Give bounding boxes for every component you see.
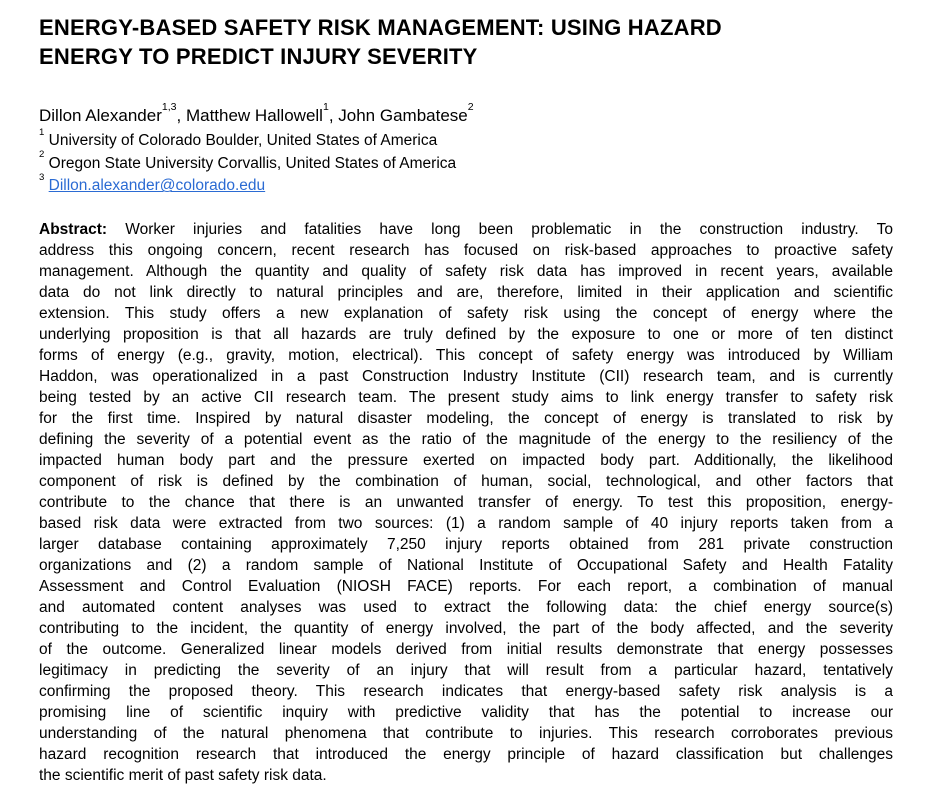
paper-title-line-1: ENERGY-BASED SAFETY RISK MANAGEMENT: USING HAZARD	[39, 15, 722, 40]
abstract-line: data do not link directly to natural principles and are, therefore, limited in their application and scientific	[39, 284, 893, 302]
affiliation-text: Oregon State University Corvallis, United States of America	[48, 154, 457, 172]
affiliation-entry	[39, 126, 893, 153]
abstract-line: defining the severity of a potential event as the ratio of the magnitude of the energy to the resiliency of the	[39, 431, 893, 449]
abstract-line	[39, 219, 893, 240]
author-affiliation-superscript: 2	[467, 100, 474, 113]
author-name: Matthew Hallowell	[185, 106, 323, 125]
abstract-line-last: the scientific merit of past safety risk data.	[39, 767, 327, 785]
abstract-line: larger database containing approximately 7,250 injury reports obtained from 281 private construction	[39, 536, 893, 554]
affiliation-number: 2	[39, 149, 45, 161]
abstract-section	[39, 219, 893, 786]
abstract-line: of the outcome. Generalized linear models derived from initial results demonstrate that energy possesses	[39, 641, 893, 659]
affiliation-list	[39, 126, 893, 198]
abstract-line: address this ongoing concern, recent research has focused on risk-based approaches to proactive safety	[39, 242, 893, 260]
abstract-line: understanding of the natural phenomena that contribute to injuries. This research corroborates previous	[39, 725, 893, 743]
author-separator: ,	[328, 106, 339, 125]
author-affiliation-superscript: 1,3	[161, 100, 177, 113]
paper-title-line-2: ENERGY TO PREDICT INJURY SEVERITY	[39, 43, 478, 69]
contact-number: 3	[39, 171, 45, 183]
author-line	[39, 100, 893, 127]
abstract-line: management. Although the quantity and quality of safety risk data has improved in recent years, available	[39, 263, 893, 281]
abstract-line: Assessment and Control Evaluation (NIOSH FACE) reports. For each report, a combination of manual	[39, 578, 893, 596]
abstract-line: forms of energy (e.g., gravity, motion, electrical). This concept of safety energy was introduced by William	[39, 347, 893, 365]
abstract-text: Worker injuries and fatalities have long been problematic in the construction industry. To	[125, 221, 893, 239]
abstract-line: hazard recognition research that introduced the energy principle of hazard classification but challenges	[39, 746, 893, 764]
affiliation-entry	[39, 149, 893, 176]
abstract-line: contribute to the chance that there is an unwanted transfer of energy. To test this proposition, energy-	[39, 494, 893, 512]
abstract-line: organizations and (2) a random sample of National Institute of Occupational Safety and Health Fatality	[39, 557, 893, 575]
abstract-line: impacted human body part and the pressure exerted on impacted body part. Additionally, the likelihood	[39, 452, 893, 470]
abstract-line: underlying proposition is that all hazards are truly defined by the exposure to one or more of ten distinct	[39, 326, 893, 344]
author-separator: ,	[176, 106, 186, 125]
paper-title	[39, 14, 893, 71]
abstract-line: Haddon, was operationalized in a past Construction Industry Institute (CII) research team, and is currently	[39, 368, 893, 386]
abstract-line: promising line of scientific inquiry with predictive validity that has the potential to increase our	[39, 704, 893, 722]
author-email-link[interactable]: Dillon.alexander@colorado.edu	[48, 177, 266, 195]
abstract-line: and automated content analyses was used to extract the following data: the chief energy source(s)	[39, 599, 893, 617]
abstract-line: extension. This study offers a new explanation of safety risk using the concept of energy where the	[39, 305, 893, 323]
abstract-line: based risk data were extracted from two sources: (1) a random sample of 40 injury reports taken from a	[39, 515, 893, 533]
author-name: Dillon Alexander	[39, 106, 162, 125]
abstract-line: confirming the proposed theory. This research indicates that energy-based safety risk analysis is a	[39, 683, 893, 701]
author-affiliation-superscript: 1	[322, 100, 329, 113]
contact-entry	[39, 171, 893, 198]
abstract-line: contributing to the incident, the quantity of energy involved, the part of the body affected, and the severity	[39, 620, 893, 638]
abstract-line: legitimacy in predicting the severity of an injury that will result from a particular hazard, tentatively	[39, 662, 893, 680]
abstract-line: component of risk is defined by the combination of human, social, technological, and other factors that	[39, 473, 893, 491]
author-name: John Gambatese	[338, 106, 468, 125]
abstract-line: for the first time. Inspired by natural disaster modeling, the concept of energy is translated to risk by	[39, 410, 893, 428]
abstract-label: Abstract:	[39, 221, 108, 239]
abstract-line: being tested by an active CII research team. The present study aims to link energy transfer to safety risk	[39, 389, 893, 407]
affiliation-number: 1	[39, 126, 45, 138]
affiliation-text: University of Colorado Boulder, United States of America	[48, 132, 438, 149]
